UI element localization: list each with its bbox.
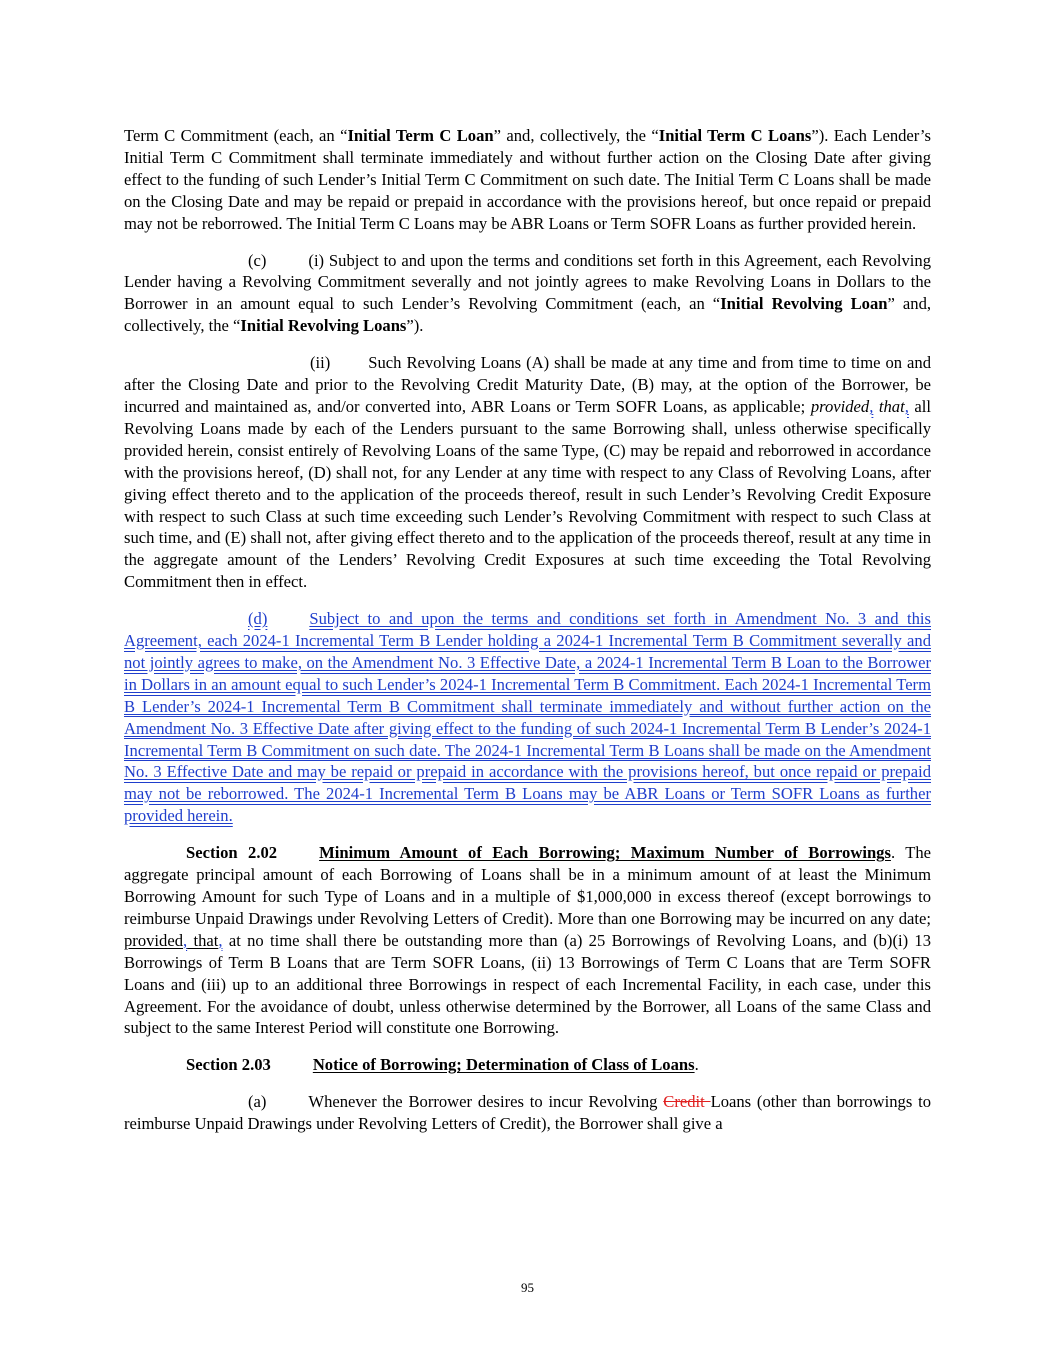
- section-number: Section 2.03: [186, 1055, 271, 1075]
- inserted-comma: ,: [904, 396, 909, 416]
- page-number: 95: [521, 1280, 534, 1295]
- text-run: Such Revolving Loans (A) shall be made at any time and from time to time on and after the Closing Date and prior to the Revolving Credit Maturity Date, (B) may, at the option of the Borrower, be incurred and maintained as, and/or converted into, ABR Loans or Term SOFR Loans, as applicable;: [124, 353, 931, 416]
- punctuation: .: [890, 843, 896, 863]
- punctuation: .: [694, 1055, 699, 1075]
- text-run: ”).: [406, 316, 424, 336]
- section-2-03: [124, 1054, 931, 1076]
- section-heading: Notice of Borrowing; Determination of Class of Loans: [312, 1055, 695, 1075]
- defined-term: Initial Revolving Loan: [720, 294, 888, 314]
- defined-term: Initial Term C Loans: [658, 126, 812, 145]
- proviso-term: that: [873, 396, 905, 416]
- inserted-comma: ,: [218, 930, 223, 950]
- text-run: The aggregate principal amount of each Borrowing of Loans shall be in a minimum amount of at least the Minimum Borrowing Amount for such Type of Loans and in a multiple of $1,000,000 in excess thereof (except borrowings to reimburse Unpaid Drawings under Revolving Letters of Credit). More than one Borrowing may be incurred on any date;: [124, 843, 931, 928]
- text-run: ” and, collectively, the “: [124, 294, 932, 336]
- proviso-term: provided: [810, 396, 870, 416]
- text-run: (i) Subject to and upon the terms and conditions set forth in this Agreement, each Revolving Lender having a Revolving Commitment severally and not jointly agrees to make Revolving Loans in Dollars to the Borrower in an amount equal to such Lender’s Revolving Commitment (each, an “: [124, 250, 931, 314]
- text-run: at no time shall there be outstanding more than (a) 25 Borrowings of Revolving Loans, and (b)(i) 13 Borrowings of Term B Loans that are Term SOFR Loans, (ii) 13 Borrowings of Term C Loans that are Term SOFR Loans and (iii) up to an additional three Borrowings in respect of each Incremental Facility, in each case, under this Agreement. For the avoidance of doubt, unless otherwise determined by the Borrower, all Loans of the same Class and subject to the same Interest Period will constitute one Borrowing.: [124, 930, 932, 1038]
- clause-label: (c): [248, 250, 267, 270]
- deleted-text: Credit: [663, 1092, 711, 1112]
- inserted-comma: ,: [183, 930, 188, 950]
- paragraph-c: [124, 250, 931, 338]
- proviso-term: that: [187, 930, 219, 950]
- section-heading: Minimum Amount of Each Borrowing; Maximum Number of Borrowings: [319, 843, 891, 863]
- section-2-02: [124, 842, 931, 1039]
- paragraph-2-03-a: [124, 1091, 931, 1135]
- inserted-text: Subject to and upon the terms and conditions set forth in Amendment No. 3 and this Agreement, each 2024-1 Incremental Term B Lender holding a 2024-1 Incremental Term B Commitment severally and not jointly agrees to make, on the Amendment No. 3 Effective Date, a 2024-1 Incremental Term B Loan to the Borrower in Dollars in an amount equal to such Lender’s 2024-1 Incremental Term B Commitment. Each 2024-1 Incremental Term B Lender’s 2024-1 Incremental Term B Commitment shall terminate immediately and without further action on the Amendment No. 3 Effective Date after giving effect to the funding of such 2024-1 Incremental Term B Lender’s 2024-1 Incremental Term B Commitment on such date. The 2024-1 Incremental Term B Loans shall be made on the Amendment No. 3 Effective Date and may be repaid or prepaid in accordance with the provisions hereof, but once repaid or prepaid may not be reborrowed. The 2024-1 Incremental Term B Loans may be ABR Loans or Term SOFR Loans as further provided herein.: [124, 609, 931, 826]
- text-run: Loans (other than borrowings to reimburse Unpaid Drawings under Revolving Letters of Credit), the Borrower shall give a: [124, 1092, 931, 1134]
- clause-label: (d): [248, 609, 268, 629]
- document-page: [124, 125, 931, 1150]
- defined-term: Initial Revolving Loans: [240, 316, 407, 336]
- text-run: ”). Each Lender’s Initial Term C Commitment shall terminate immediately and without further action on the Closing Date after giving effect to the funding of such Lender’s Initial Term C Commitment on such date. The Initial Term C Loans shall be made on the Closing Date and may be repaid or prepaid in accordance with the provisions hereof, but once repaid or prepaid may not be reborrowed. The Initial Term C Loans may be ABR Loans or Term SOFR Loans as further provided herein.: [124, 126, 931, 233]
- section-number: Section 2.02: [186, 843, 278, 863]
- clause-label: (a): [248, 1092, 267, 1112]
- text-run: Term C Commitment (each, an “: [124, 126, 348, 145]
- text-run: all Revolving Loans made by each of the Lenders pursuant to the same Borrowing shall, unless otherwise specifically provided herein, consist entirely of Revolving Loans of the same Type, (C) may be repaid and reborrowed in accordance with the provisions hereof, (D) shall not, for any Lender at any time with respect to any Class of Revolving Loans, after giving effect thereto and to the application of the proceeds thereof, result in such Lender’s Revolving Credit Exposure with respect to such Class at such time exceeding such Lender’s Revolving Commitment with respect to such Class at such time, and (E) shall not, after giving effect thereto and to the application of the proceeds thereof, result at any time in the aggregate amount of the Lenders’ Revolving Credit Exposures at such time exceeding the Total Revolving Commitment then in effect.: [124, 396, 932, 592]
- clause-label: (ii): [310, 353, 331, 373]
- text-run: Whenever the Borrower desires to incur Revolving: [308, 1092, 664, 1112]
- defined-term: Initial Term C Loan: [347, 126, 494, 145]
- inserted-comma: ,: [869, 396, 874, 416]
- paragraph-d-inserted: [124, 608, 931, 827]
- text-run: ” and, collectively, the “: [493, 126, 659, 145]
- paragraph-b-continued: [124, 125, 931, 235]
- paragraph-c-ii: [124, 352, 931, 593]
- proviso-term: provided: [124, 930, 183, 950]
